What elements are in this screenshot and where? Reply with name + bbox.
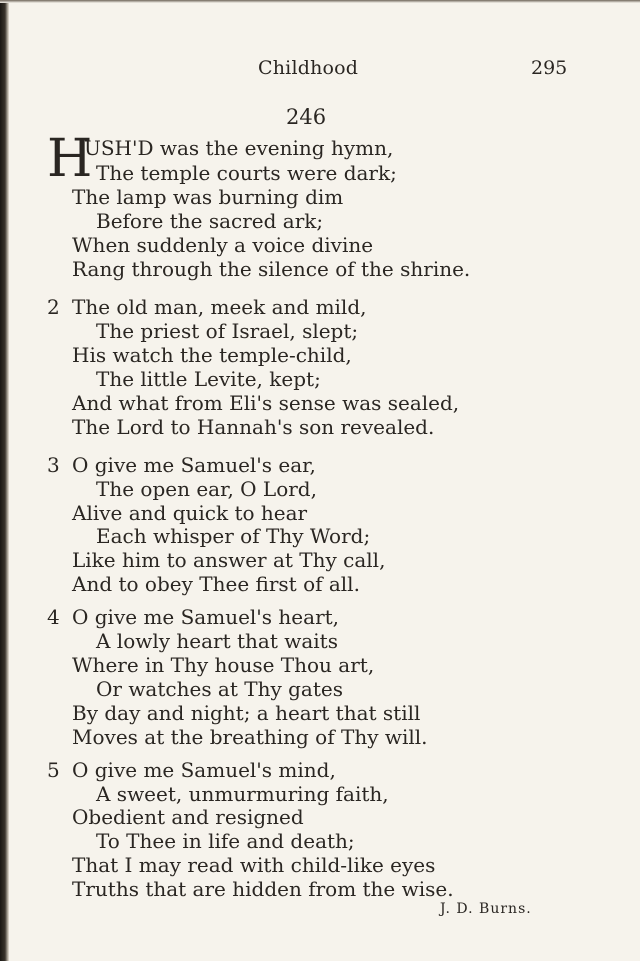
verse-line: Before the sacred ark; [96, 209, 324, 233]
verse-line: The lamp was burning dim [72, 185, 344, 209]
verse-line: The priest of Israel, slept; [96, 319, 359, 343]
verse-line: Each whisper of Thy Word; [96, 524, 371, 548]
verse-line: Alive and quick to hear [72, 501, 308, 525]
verse-line: The Lord to Hannah's son revealed. [72, 415, 435, 439]
page-top-edge [0, 0, 640, 3]
verse-line: His watch the temple-child, [72, 343, 352, 367]
verse-line: To Thee in life and death; [96, 829, 355, 853]
verse-line: Moves at the breathing of Thy will. [72, 725, 428, 749]
verse-line: O give me Samuel's ear, [72, 453, 316, 477]
verse-line: Obedient and resigned [72, 805, 304, 829]
page-number: 295 [531, 57, 568, 79]
verse-line: By day and night; a heart that still [72, 701, 421, 725]
hymn-number: 246 [286, 105, 327, 129]
hymn-author: J. D. Burns. [440, 901, 532, 917]
verse-line: The temple courts were dark; [96, 161, 397, 185]
drop-cap: H [47, 129, 93, 189]
verse-line: O give me Samuel's heart, [72, 605, 340, 629]
verse-line: USH'D was the evening hymn, [84, 136, 394, 160]
verse-line: When suddenly a voice divine [72, 233, 374, 257]
running-head: Childhood [258, 57, 359, 79]
verse-line: Truths that are hidden from the wise. [72, 877, 454, 901]
verse-line: The old man, meek and mild, [72, 295, 367, 319]
verse-line: A lowly heart that waits [96, 629, 338, 653]
stanza-number: 2 [47, 295, 60, 319]
stanza-number: 4 [47, 605, 60, 629]
verse-line: The little Levite, kept; [96, 367, 321, 391]
verse-line: Where in Thy house Thou art, [72, 653, 375, 677]
verse-line: Like him to answer at Thy call, [72, 548, 386, 572]
verse-line: O give me Samuel's mind, [72, 758, 336, 782]
verse-line: The open ear, O Lord, [96, 477, 317, 501]
verse-line: That I may read with child-like eyes [72, 853, 436, 877]
verse-line: Or watches at Thy gates [96, 677, 343, 701]
verse-line: A sweet, unmurmuring faith, [96, 782, 389, 806]
verse-line: And to obey Thee first of all. [72, 572, 360, 596]
stanza-number: 3 [47, 453, 60, 477]
verse-line: And what from Eli's sense was sealed, [72, 391, 460, 415]
page-binding-edge [0, 0, 9, 961]
verse-line: Rang through the silence of the shrine. [72, 257, 471, 281]
stanza-number: 5 [47, 758, 60, 782]
